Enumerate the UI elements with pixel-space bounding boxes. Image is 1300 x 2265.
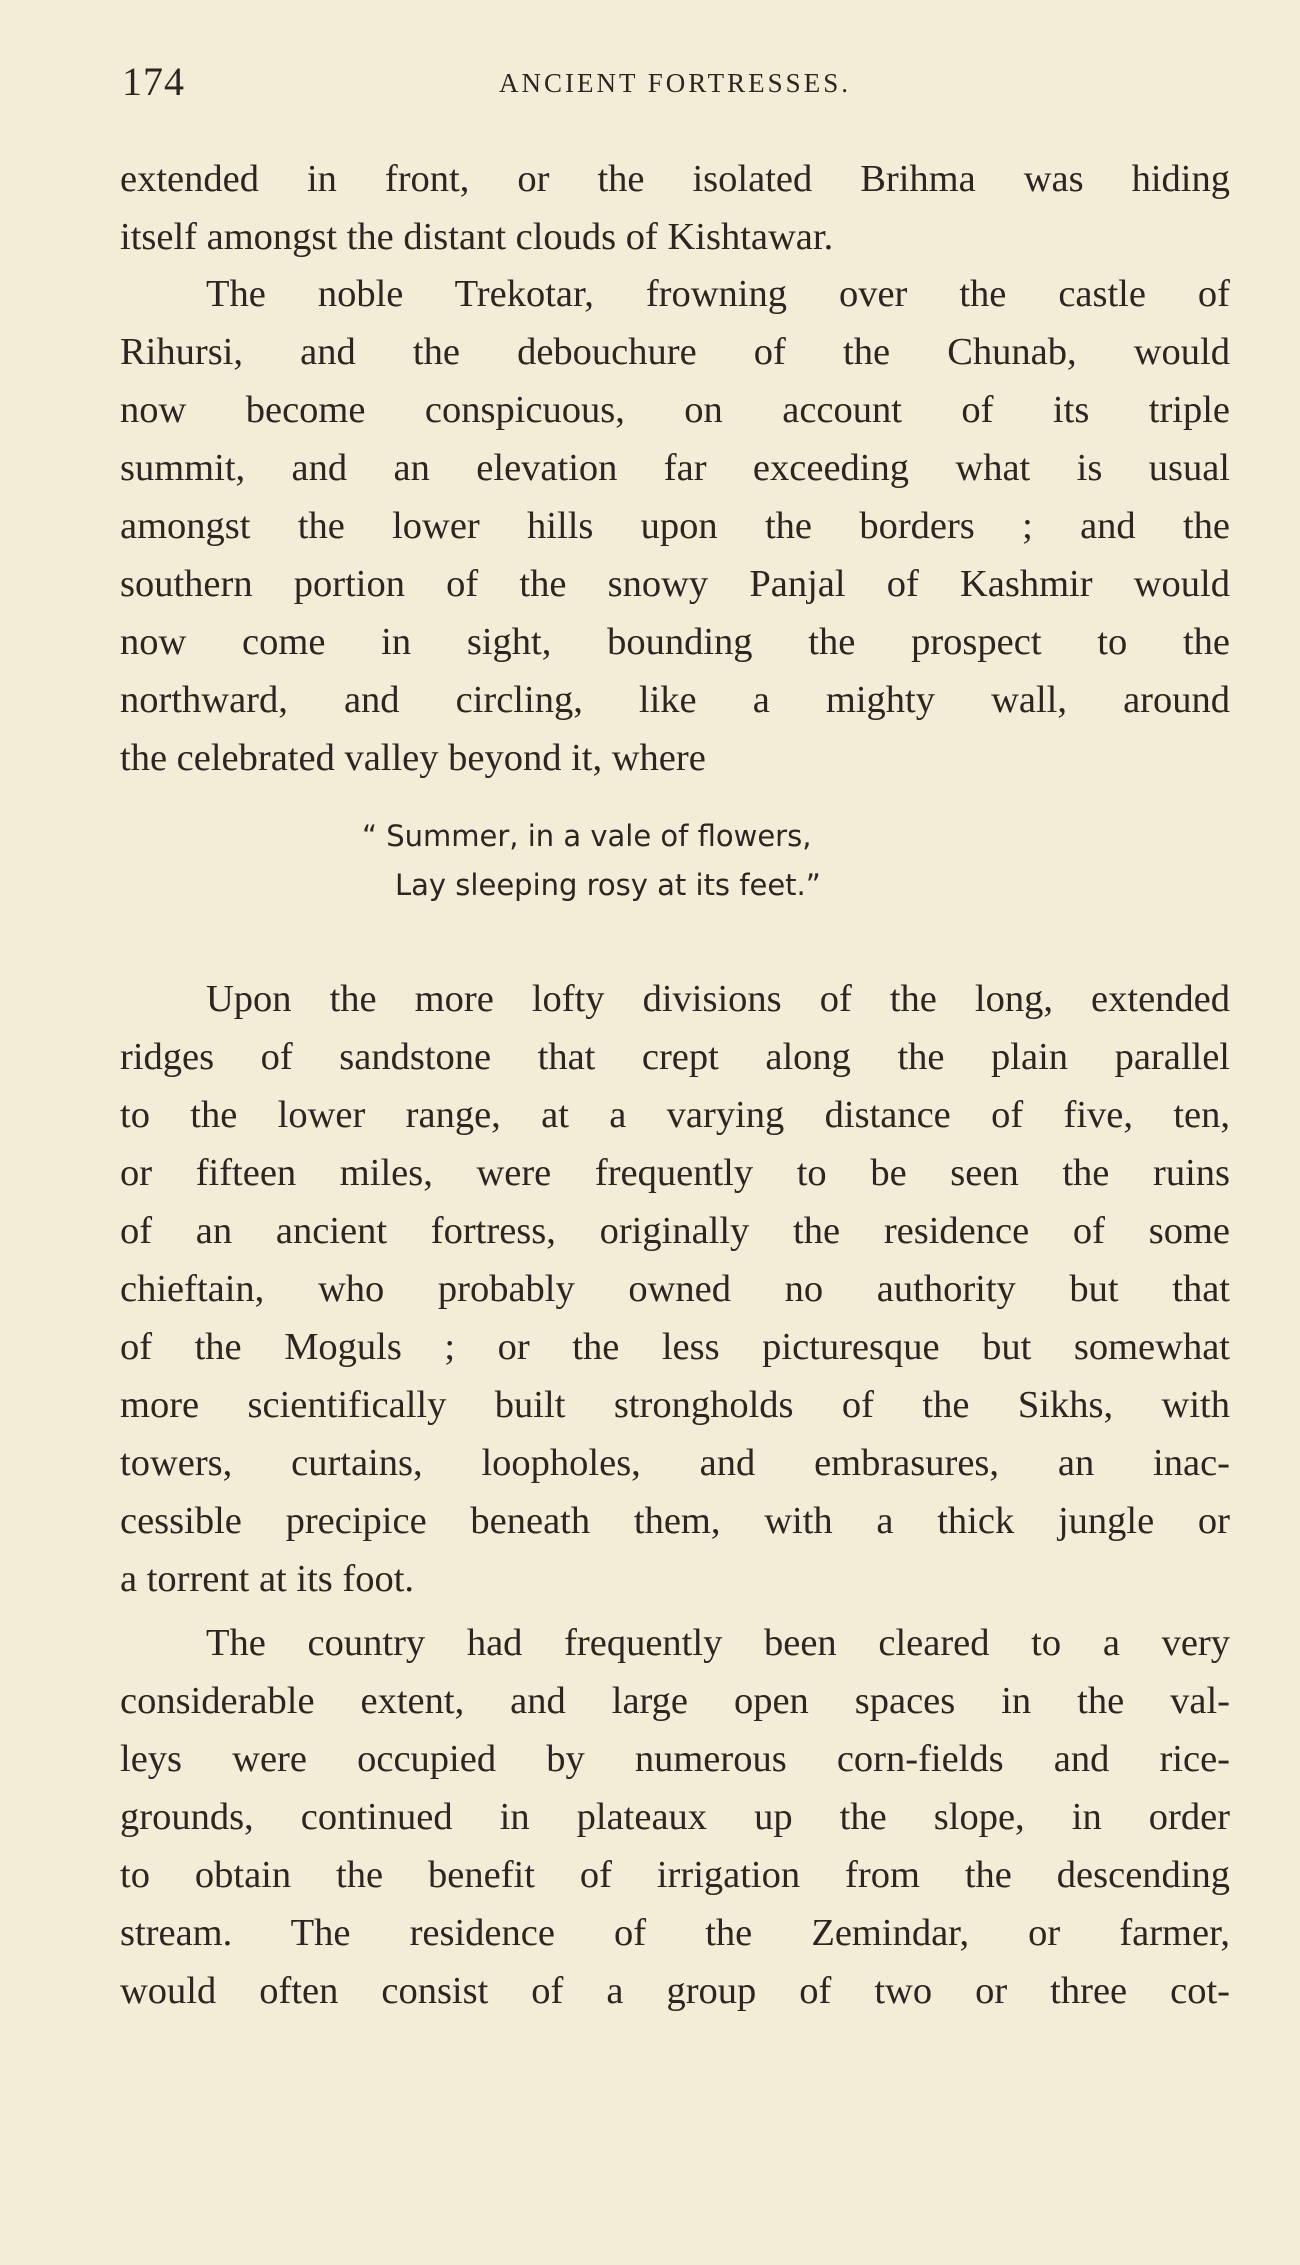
text-line: cessible precipice beneath them, with a thick jungle or bbox=[120, 1500, 1230, 1542]
text-line: a torrent at its foot. bbox=[120, 1558, 415, 1600]
text-line: southern portion of the snowy Panjal of Kashmir would bbox=[120, 563, 1230, 605]
text-line: now come in sight, bounding the prospect to the bbox=[120, 621, 1230, 663]
paragraph-trekotar bbox=[120, 265, 1230, 787]
text-line: The country had frequently been cleared to a very bbox=[206, 1622, 1230, 1664]
text-line: summit, and an elevation far exceeding what is usual bbox=[120, 447, 1230, 489]
text-line: to the lower range, at a varying distance of five, ten, bbox=[120, 1094, 1230, 1136]
text-line: leys were occupied by numerous corn-fields and rice- bbox=[120, 1738, 1230, 1780]
text-line: extended in front, or the isolated Brihma was hiding bbox=[120, 158, 1230, 200]
paragraph-continuation bbox=[120, 150, 1230, 266]
text-line: Upon the more lofty divisions of the long, extended bbox=[206, 978, 1230, 1020]
verse-quotation bbox=[120, 812, 1230, 910]
text-line: stream. The residence of the Zemindar, or farmer, bbox=[120, 1912, 1230, 1954]
text-line: towers, curtains, loopholes, and embrasures, an inac- bbox=[120, 1442, 1230, 1484]
page-number: 174 bbox=[122, 59, 185, 104]
text-line: amongst the lower hills upon the borders ; and the bbox=[120, 505, 1230, 547]
text-line: considerable extent, and large open spaces in the val- bbox=[120, 1680, 1230, 1722]
text-line: chieftain, who probably owned no authority but that bbox=[120, 1268, 1230, 1310]
text-line: grounds, continued in plateaux up the slope, in order bbox=[120, 1796, 1230, 1838]
text-line: The noble Trekotar, frowning over the castle of bbox=[206, 273, 1230, 315]
verse-line: “ Summer, in a vale of flowers, bbox=[362, 819, 812, 853]
text-line: ridges of sandstone that crept along the plain parallel bbox=[120, 1036, 1230, 1078]
page-header bbox=[120, 58, 1230, 108]
paragraph-sandstone bbox=[120, 970, 1230, 1608]
verse-line: Lay sleeping rosy at its feet.” bbox=[395, 868, 821, 902]
running-head: ANCIENT FORTRESSES. bbox=[499, 68, 851, 98]
text-line: or fifteen miles, were frequently to be seen the ruins bbox=[120, 1152, 1230, 1194]
text-line: Rihursi, and the debouchure of the Chunab, would bbox=[120, 331, 1230, 373]
text-line: of an ancient fortress, originally the residence of some bbox=[120, 1210, 1230, 1252]
text-line: more scientifically built strongholds of the Sikhs, with bbox=[120, 1384, 1230, 1426]
text-line: the celebrated valley beyond it, where bbox=[120, 737, 706, 779]
text-line: now become conspicuous, on account of its triple bbox=[120, 389, 1230, 431]
text-line: to obtain the benefit of irrigation from the descending bbox=[120, 1854, 1230, 1896]
text-line: northward, and circling, like a mighty wall, around bbox=[120, 679, 1230, 721]
text-line: itself amongst the distant clouds of Kishtawar. bbox=[120, 216, 834, 258]
text-line: of the Moguls ; or the less picturesque but somewhat bbox=[120, 1326, 1230, 1368]
paragraph-country bbox=[120, 1614, 1230, 2020]
text-line: would often consist of a group of two or three cot- bbox=[120, 1970, 1230, 2012]
